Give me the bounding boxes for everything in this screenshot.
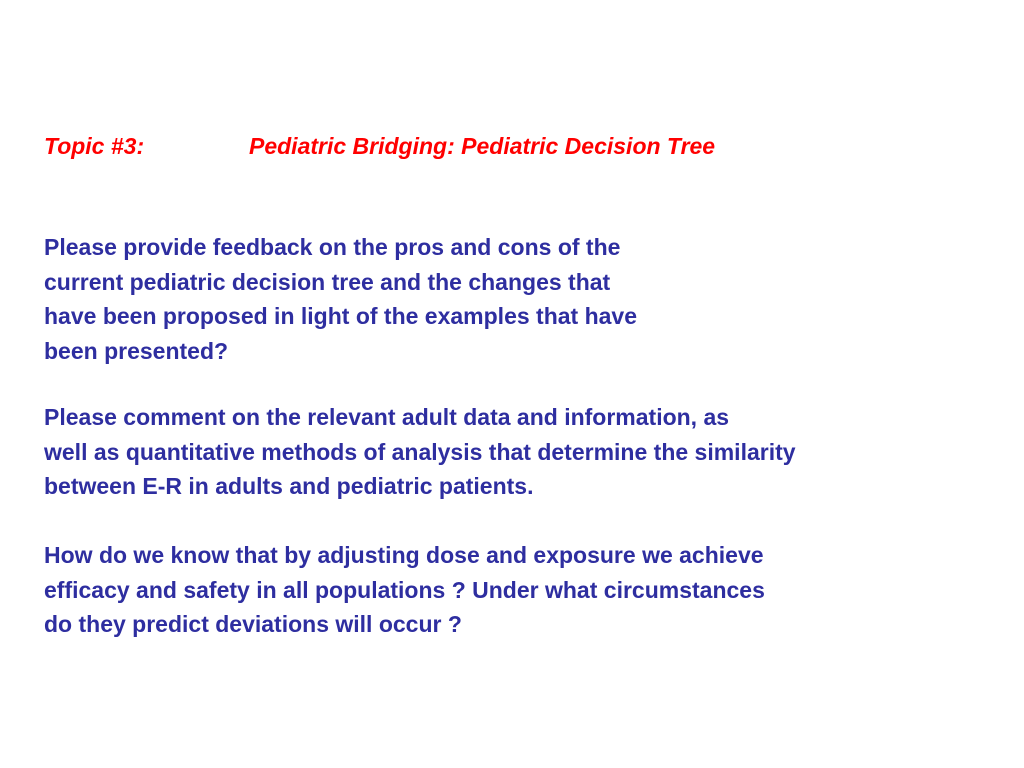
paragraph-feedback	[44, 230, 637, 368]
paragraph-line: do they predict deviations will occur ?	[44, 611, 462, 637]
paragraph-line: been presented?	[44, 337, 229, 364]
paragraph-line: well as quantitative methods of analysis that determine the similarity	[44, 438, 796, 465]
paragraph-line: Please comment on the relevant adult data and information, as	[44, 404, 730, 430]
topic-title: Pediatric Bridging: Pediatric Decision Tree	[249, 133, 716, 159]
paragraph-line: current pediatric decision tree and the changes that	[44, 268, 611, 295]
paragraph-line: How do we know that by adjusting dose and exposure we achieve	[44, 542, 764, 568]
topic-label: Topic #3:	[44, 133, 145, 159]
paragraph-line: Please provide feedback on the pros and cons of the	[44, 234, 621, 260]
paragraph-line: between E-R in adults and pediatric patients.	[44, 473, 534, 499]
paragraph-line: efficacy and safety in all populations ? Under what circumstances	[44, 576, 765, 603]
paragraph-dose-exposure	[44, 538, 765, 642]
paragraph-line: have been proposed in light of the examples that have	[44, 303, 638, 329]
topic-heading	[44, 130, 715, 162]
paragraph-adult-data	[44, 400, 796, 504]
